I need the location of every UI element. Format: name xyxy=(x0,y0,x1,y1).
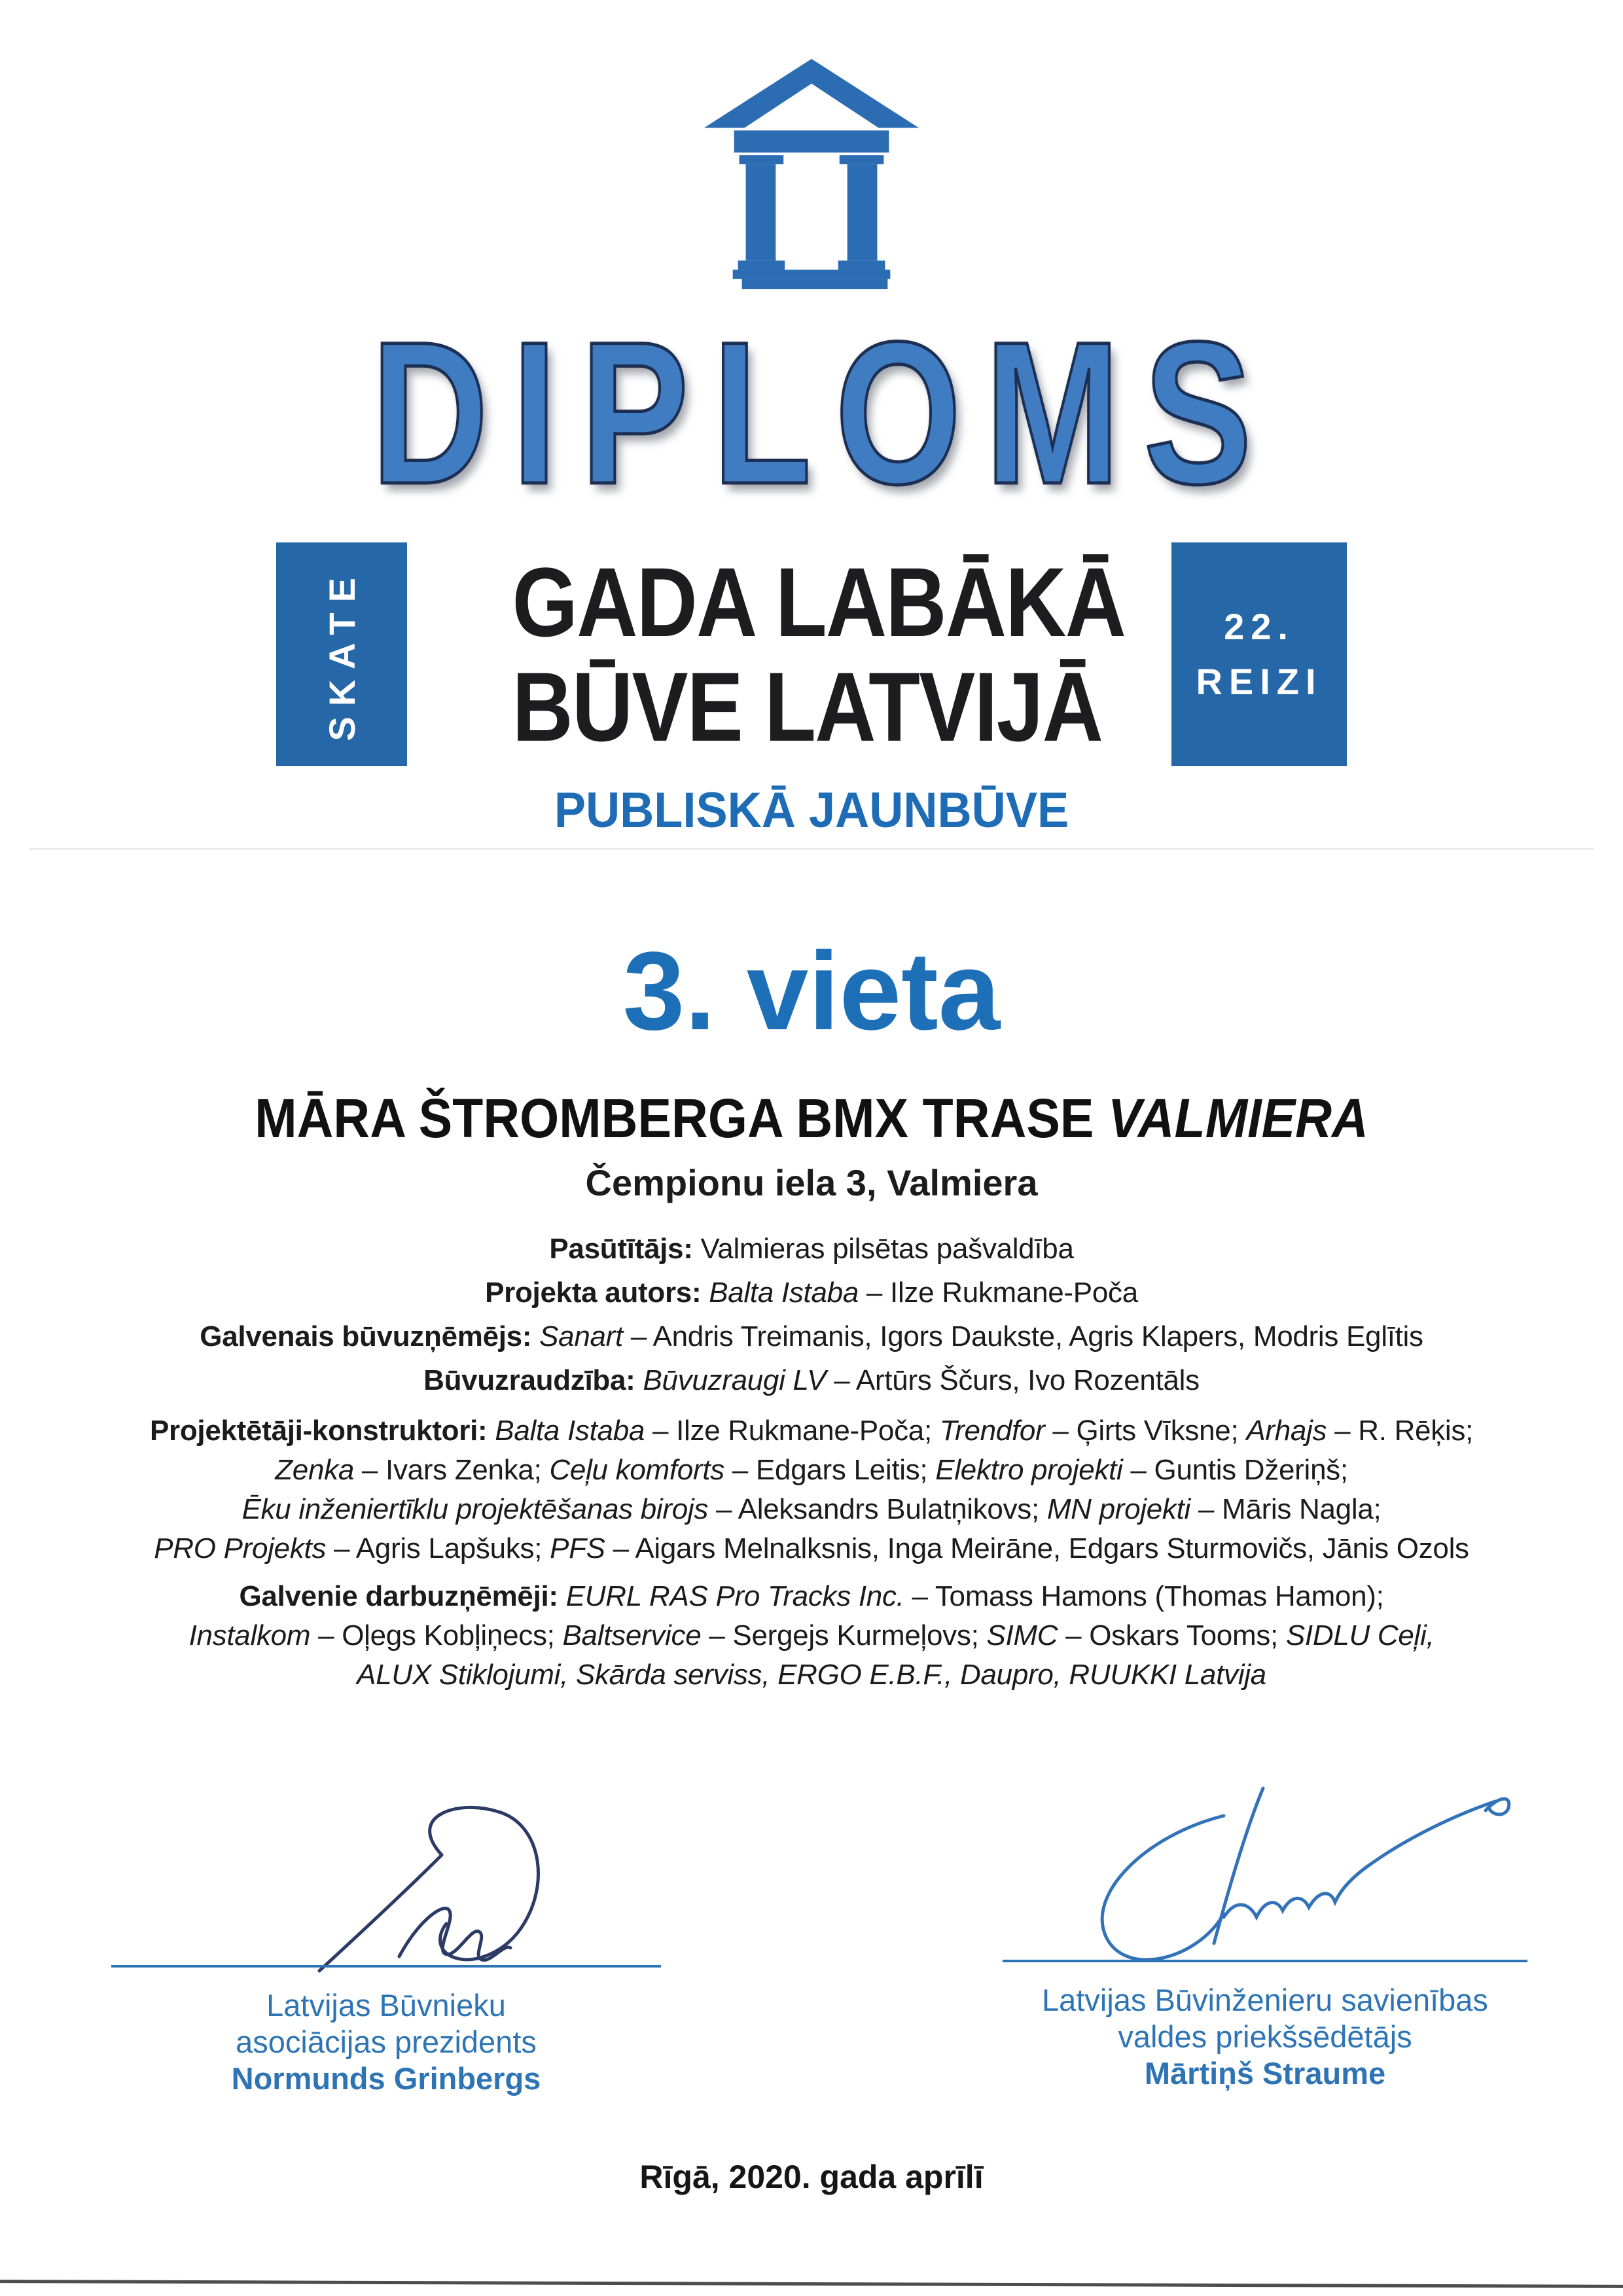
portico-columns-logo-icon xyxy=(704,58,919,292)
credit-line xyxy=(0,1271,1623,1315)
credit-company: Sanart xyxy=(539,1320,623,1352)
credit-text: – Ilze Rukmane-Poča xyxy=(859,1276,1138,1309)
credit-text: – Aleksandrs Bulatņikovs; xyxy=(708,1492,1047,1525)
credit-label: Būvuzraudzība: xyxy=(423,1364,643,1396)
signatory-left xyxy=(111,1987,661,2097)
credit-label: Galvenais būvuzņēmējs: xyxy=(200,1320,540,1352)
signatory-left-org-line2: asociācijas prezidents xyxy=(236,2024,537,2059)
signatory-right-org-line1: Latvijas Būvinženieru savienības xyxy=(1042,1983,1488,2017)
credit-company: Būvuzraugi LV xyxy=(643,1364,827,1396)
edition-badge xyxy=(1171,542,1347,766)
project-title xyxy=(65,1084,1558,1153)
credit-text: – Sergejs Kurmeļovs; xyxy=(701,1619,987,1651)
credit-text: – Oskars Tooms; xyxy=(1058,1619,1286,1651)
credit-label: Projekta autors: xyxy=(485,1276,709,1309)
credit-company: Ēku inženiertīklu projektēšanas birojs xyxy=(241,1492,709,1525)
edition-word: REIZI xyxy=(1196,661,1323,702)
credit-text: – Ivars Zenka; xyxy=(354,1453,550,1486)
project-location: VALMIERA xyxy=(1107,1087,1368,1149)
credits-contractors xyxy=(0,1577,1623,1695)
signatory-left-org-line1: Latvijas Būvnieku xyxy=(266,1988,506,2022)
signatory-right-org-line2: valdes priekšsēdētājs xyxy=(1118,2019,1412,2054)
credit-line xyxy=(0,1616,1623,1655)
credits-designers xyxy=(0,1411,1623,1568)
credit-line xyxy=(0,1227,1623,1271)
place-heading: 3. vieta xyxy=(622,929,1001,1053)
credit-line xyxy=(0,1655,1623,1695)
credit-line xyxy=(0,1451,1623,1490)
credit-text: – R. Rēķis; xyxy=(1327,1414,1474,1447)
credit-company: PFS xyxy=(550,1532,605,1564)
credit-text: – Edgars Leitis; xyxy=(724,1453,936,1486)
credit-company: SIDLU Ceļi, xyxy=(1285,1619,1435,1651)
contest-title-line2: BŪVE LATVIJĀ xyxy=(512,652,1103,762)
credit-text: Valmieras pilsētas pašvaldība xyxy=(700,1232,1074,1265)
signatory-right xyxy=(1003,1982,1527,2092)
signature-right-icon xyxy=(1027,1776,1538,1973)
date-place-line: Rīgā, 2020. gada aprīlī xyxy=(639,2159,984,2195)
credit-line xyxy=(0,1411,1623,1451)
credit-company: EURL RAS Pro Tracks Inc. xyxy=(565,1580,904,1612)
page-bottom-scan-edge xyxy=(0,2280,1623,2288)
credit-label: Projektētāji-konstruktori: xyxy=(149,1414,495,1447)
category-label: PUBLISKĀ JAUNBŪVE xyxy=(554,783,1069,838)
credit-line xyxy=(0,1577,1623,1616)
credit-line xyxy=(0,1529,1623,1568)
credit-company: Trendfor xyxy=(939,1414,1045,1447)
credit-company: Zenka xyxy=(275,1453,354,1486)
credit-company: PRO Projekts xyxy=(154,1532,327,1564)
edition-number: 22. xyxy=(1224,606,1294,647)
credit-company: Instalkom xyxy=(188,1619,311,1651)
credit-text: – Guntis Džeriņš; xyxy=(1122,1453,1348,1486)
skate-label: SKATE xyxy=(321,567,363,741)
credit-company: Arhajs xyxy=(1246,1414,1327,1447)
credit-company: Baltservice xyxy=(562,1619,702,1651)
credit-text: – Aigars Melnalksnis, Inga Meirāne, Edgars Sturmovičs, Jānis Ozols xyxy=(605,1532,1469,1564)
signatory-left-name: Normunds Grinbergs xyxy=(231,2061,541,2096)
skate-badge xyxy=(276,542,407,766)
credit-line xyxy=(0,1490,1623,1529)
credit-text: – Agris Lapšuks; xyxy=(326,1532,550,1564)
signature-left-icon xyxy=(308,1793,596,1976)
diploma-title: DIPLOMS xyxy=(371,299,1275,526)
credit-text: – Andris Treimanis, Igors Daukste, Agris Klapers, Modris Eglītis xyxy=(622,1320,1423,1352)
credit-label: Galvenie darbuzņēmēji: xyxy=(239,1580,566,1612)
credit-company: Elektro projekti xyxy=(935,1453,1123,1486)
credit-text: – Artūrs Ščurs, Ivo Rozentāls xyxy=(826,1364,1200,1396)
credit-label: Pasūtītājs: xyxy=(549,1232,701,1265)
credit-text: – Oļegs Kobļiņecs; xyxy=(310,1619,563,1651)
contest-title xyxy=(512,542,1126,766)
divider-line xyxy=(29,848,1594,850)
signature-rule-right xyxy=(1003,1960,1527,1962)
credit-line xyxy=(0,1315,1623,1358)
credit-text: – Māris Nagla; xyxy=(1190,1492,1382,1525)
signatory-right-name: Mārtiņš Straume xyxy=(1144,2056,1386,2091)
credit-company: SIMC xyxy=(986,1619,1058,1651)
contest-title-line1: GADA LABĀKĀ xyxy=(512,546,1126,657)
portico-columns-icon xyxy=(704,58,919,292)
credit-company: Balta Istaba xyxy=(709,1276,859,1309)
signature-rule-left xyxy=(111,1965,661,1968)
credit-company: ALUX Stiklojumi, Skārda serviss, ERGO E.B.F., Daupro, RUUKKI Latvija xyxy=(357,1658,1266,1691)
credit-text: – Ilze Rukmane-Poča; xyxy=(645,1414,940,1447)
credit-company: MN projekti xyxy=(1046,1492,1191,1525)
credits-main xyxy=(0,1227,1623,1402)
credit-line xyxy=(0,1358,1623,1402)
project-name: MĀRA ŠTROMBERGA BMX TRASE xyxy=(255,1087,1108,1149)
award-banner xyxy=(0,542,1623,766)
project-address: Čempionu iela 3, Valmiera xyxy=(585,1162,1038,1203)
credit-company: Balta Istaba xyxy=(495,1414,645,1447)
credit-text: – Ģirts Vīksne; xyxy=(1044,1414,1247,1447)
credit-company: Ceļu komforts xyxy=(549,1453,724,1486)
credit-text: – Tomass Hamons (Thomas Hamon); xyxy=(904,1580,1384,1612)
